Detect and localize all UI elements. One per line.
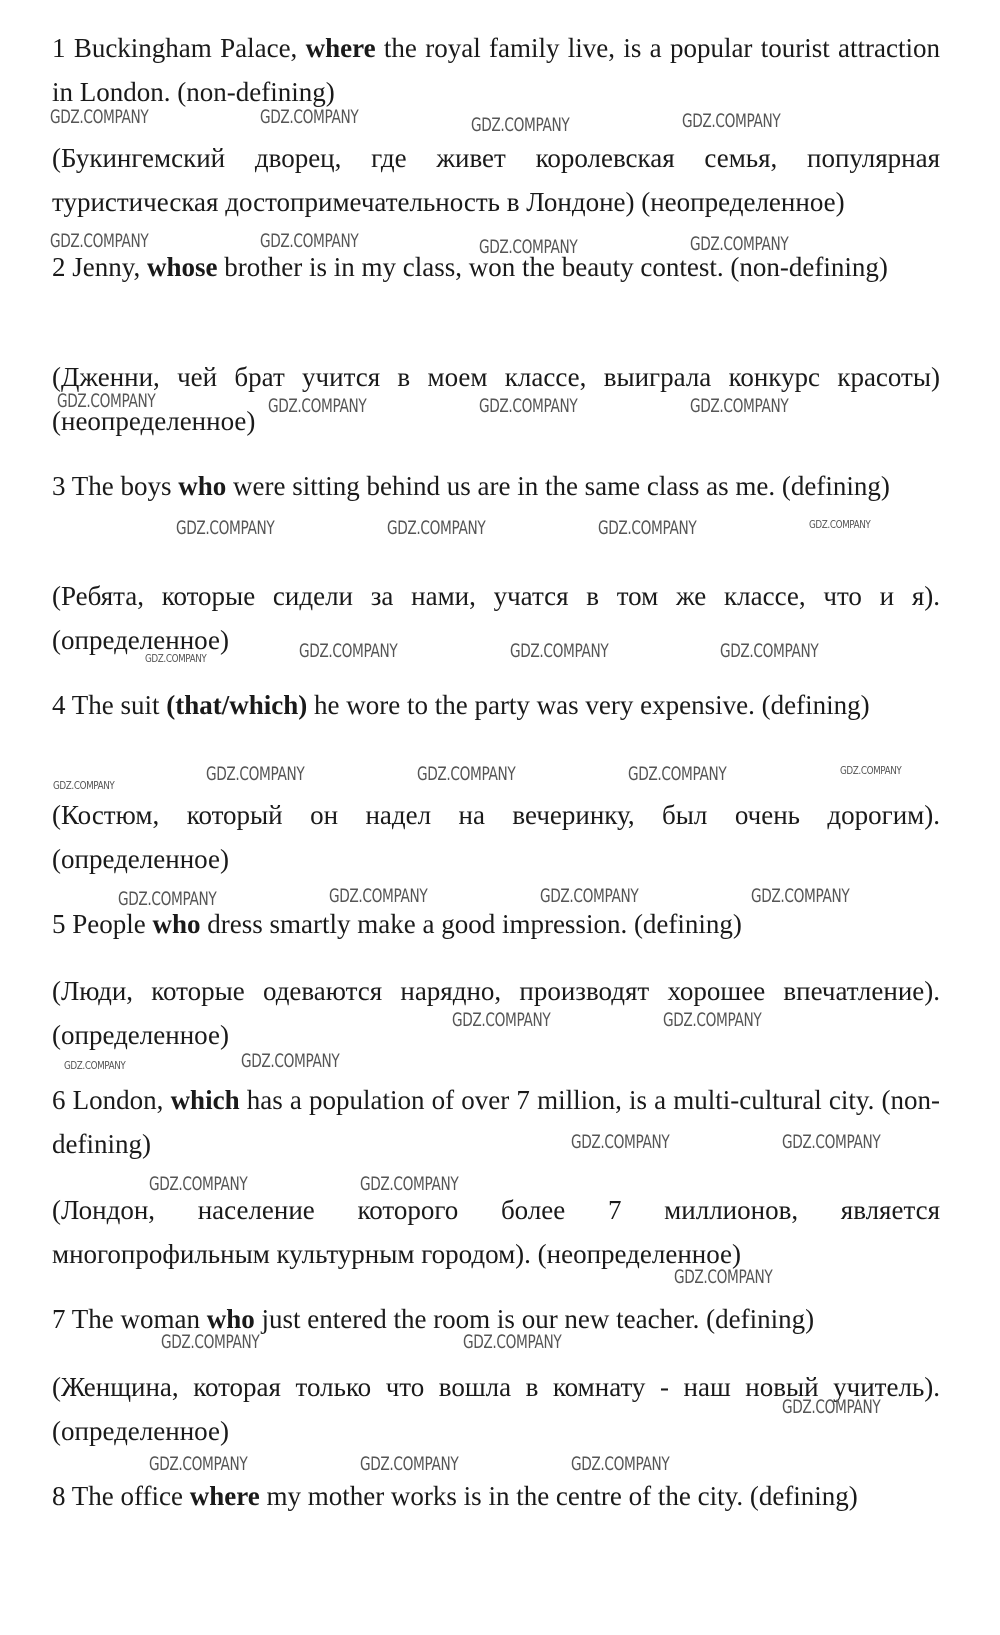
translation-ru-6: (Лондон, население которого более 7 миллионов, является многопрофильным культурным городом). (неопределенное)	[52, 1195, 940, 1269]
translation-ru-3: (Ребята, которые сидели за нами, учатся в том же классе, что и я). (определенное)	[52, 581, 940, 655]
watermark: GDZ.COMPANY	[268, 395, 367, 417]
translation-ru-5: (Люди, которые одеваются нарядно, производят хорошее впечатление). (определенное)	[52, 976, 940, 1050]
watermark: GDZ.COMPANY	[329, 885, 428, 907]
watermark: GDZ.COMPANY	[628, 763, 727, 785]
sentence-en-8: 8 The office where my mother works is in the centre of the city. (defining)	[52, 1481, 858, 1511]
watermark: GDZ.COMPANY	[663, 1009, 762, 1031]
watermark: GDZ.COMPANY	[57, 390, 156, 412]
watermark: GDZ.COMPANY	[118, 888, 217, 910]
watermark: GDZ.COMPANY	[149, 1173, 248, 1195]
relative-pronoun: who	[206, 1304, 255, 1334]
translation-ru-2: (Дженни, чей брат учится в моем классе, выиграла конкурс красоты) (неопределенное)	[52, 362, 940, 436]
watermark: GDZ.COMPANY	[299, 640, 398, 662]
watermark: GDZ.COMPANY	[64, 1059, 126, 1072]
relative-pronoun: which	[170, 1085, 240, 1115]
watermark: GDZ.COMPANY	[50, 106, 149, 128]
watermark: GDZ.COMPANY	[782, 1396, 881, 1418]
watermark: GDZ.COMPANY	[260, 230, 359, 252]
relative-pronoun: who	[152, 909, 201, 939]
watermark: GDZ.COMPANY	[571, 1453, 670, 1475]
relative-pronoun: (that/which)	[166, 690, 308, 720]
sentence-en-5: 5 People who dress smartly make a good impression. (defining)	[52, 909, 742, 939]
translation-ru-7: (Женщина, которая только что вошла в комнату - наш новый учитель). (определенное)	[52, 1372, 940, 1446]
watermark: GDZ.COMPANY	[479, 395, 578, 417]
sentence-en-1: 1 Buckingham Palace, where the royal family live, is a popular tourist attraction in London. (non-defining)	[52, 33, 941, 107]
sentence-en-2: 2 Jenny, whose brother is in my class, won the beauty contest. (non-defining)	[52, 252, 888, 282]
watermark: GDZ.COMPANY	[510, 640, 609, 662]
watermark: GDZ.COMPANY	[463, 1331, 562, 1353]
sentence-en-6: 6 London, which has a population of over 7 million, is a multi-cultural city. (non-defining)	[52, 1085, 941, 1159]
watermark: GDZ.COMPANY	[241, 1050, 340, 1072]
watermark: GDZ.COMPANY	[540, 885, 639, 907]
watermark: GDZ.COMPANY	[690, 395, 789, 417]
watermark: GDZ.COMPANY	[53, 779, 115, 792]
translation-ru-1: (Букингемский дворец, где живет королевская семья, популярная туристическая достопримечательность в Лондоне) (неопределенное)	[52, 143, 940, 217]
watermark: GDZ.COMPANY	[360, 1173, 459, 1195]
watermark: GDZ.COMPANY	[360, 1453, 459, 1475]
watermark: GDZ.COMPANY	[206, 763, 305, 785]
watermark: GDZ.COMPANY	[50, 230, 149, 252]
watermark: GDZ.COMPANY	[720, 640, 819, 662]
watermark: GDZ.COMPANY	[387, 517, 486, 539]
sentence-en-3: 3 The boys who were sitting behind us are in the same class as me. (defining)	[52, 471, 890, 501]
watermark: GDZ.COMPANY	[176, 517, 275, 539]
translation-ru-4: (Костюм, который он надел на вечеринку, был очень дорогим). (определенное)	[52, 800, 940, 874]
watermark: GDZ.COMPANY	[682, 110, 781, 132]
watermark: GDZ.COMPANY	[452, 1009, 551, 1031]
sentence-en-4: 4 The suit (that/which) he wore to the party was very expensive. (defining)	[52, 690, 870, 720]
watermark: GDZ.COMPANY	[690, 233, 789, 255]
watermark: GDZ.COMPANY	[598, 517, 697, 539]
relative-pronoun: where	[189, 1481, 260, 1511]
watermark: GDZ.COMPANY	[260, 106, 359, 128]
watermark: GDZ.COMPANY	[809, 518, 871, 531]
watermark: GDZ.COMPANY	[479, 236, 578, 258]
relative-pronoun: whose	[147, 252, 218, 282]
watermark: GDZ.COMPANY	[161, 1331, 260, 1353]
watermark: GDZ.COMPANY	[145, 652, 207, 665]
sentence-en-7: 7 The woman who just entered the room is our new teacher. (defining)	[52, 1304, 815, 1334]
watermark: GDZ.COMPANY	[674, 1266, 773, 1288]
watermark: GDZ.COMPANY	[751, 885, 850, 907]
watermark: GDZ.COMPANY	[471, 114, 570, 136]
watermark: GDZ.COMPANY	[417, 763, 516, 785]
relative-pronoun: who	[178, 471, 227, 501]
watermark: GDZ.COMPANY	[571, 1131, 670, 1153]
relative-pronoun: where	[305, 33, 376, 63]
watermark: GDZ.COMPANY	[149, 1453, 248, 1475]
watermark: GDZ.COMPANY	[782, 1131, 881, 1153]
watermark: GDZ.COMPANY	[840, 764, 902, 777]
